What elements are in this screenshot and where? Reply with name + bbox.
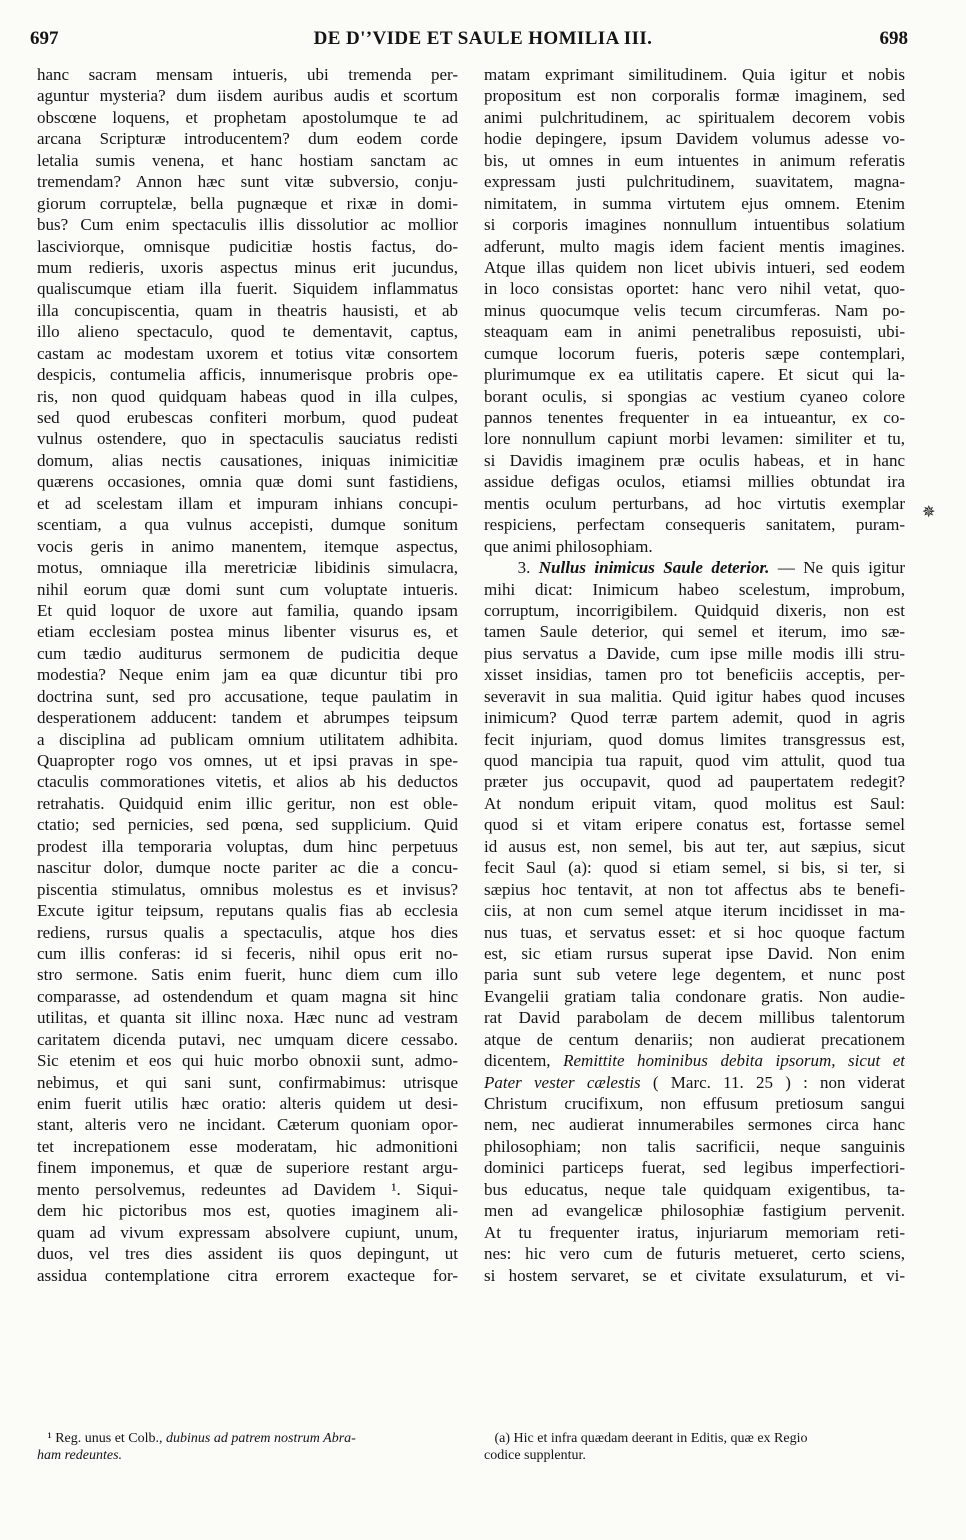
text-line: sæpius hoc tentavit, at non tot affectus abs te benefi- bbox=[484, 879, 905, 899]
text-line: mihi dicat: Inimicum habeo scelestum, improbum, bbox=[484, 579, 905, 599]
text-line: propositum est non corporalis formæ imaginem, sed bbox=[484, 86, 905, 106]
text-line: vocis geris in animo manentem, itemque aspectus, bbox=[37, 536, 458, 556]
text-line: inimicum? Quod terræ partem ademit, quod in agris bbox=[484, 708, 905, 728]
text-line: ctaculis commorationes vitetis, et alios ab his deductos bbox=[37, 772, 458, 792]
text-line: illa concupiscentia, quam in theatris hausisti, et ab bbox=[37, 300, 458, 320]
text-line: At tu frequenter iratus, injuriarum memoriam reti- bbox=[484, 1222, 905, 1242]
text-line: severavit in sua malitia. Quid igitur habes quod incuses bbox=[484, 686, 905, 706]
right-paragraph-3 bbox=[484, 1093, 905, 1286]
text-line-pater: Pater vester cælestis ( Marc. 11. 25 ) : non viderat bbox=[484, 1072, 905, 1092]
text-line: corruptum, incorrigibilem. Quidquid dixeris, non est bbox=[484, 600, 905, 620]
text-line: assidua contemplatione citra errorem exacteque for- bbox=[37, 1265, 458, 1285]
text-line: tet increpationem esse moderatam, hic admonitioni bbox=[37, 1136, 458, 1156]
text-line: rediens, rursus qualis a spectaculis, atque hos dies bbox=[37, 922, 458, 942]
text-line: men ad evangelicæ philosophiæ fastigium pervenit. bbox=[484, 1201, 905, 1221]
text-line: motus, omniaque illa meretriciæ libidinis simulacra, bbox=[37, 558, 458, 578]
text-line-dicentem: dicentem, Remittite hominibus debita ipsorum, sicut et bbox=[484, 1051, 905, 1071]
text-line: despicis, contumelia afficis, innumerisque probris ope- bbox=[37, 365, 458, 385]
text-line: quod si et vitam eripere conatus est, fortasse semel bbox=[484, 815, 905, 835]
text-line: aguntur mysteria? dum iisdem auribus audis et scortum bbox=[37, 86, 458, 106]
text-line: cum tædio auditurus sermonem de pudicitia deque bbox=[37, 643, 458, 663]
text-line: modestia? Neque enim jam ea quæ dicuntur tibi pro bbox=[37, 665, 458, 685]
text-line: in loco consistas oportet: hanc vero nihil vetat, quo- bbox=[484, 279, 905, 299]
text-line: si corporis imagines nonnullum intuentibus solatium bbox=[484, 215, 905, 235]
text-line: At nondum eripuit vitam, quod molitus est Saul: bbox=[484, 793, 905, 813]
text-line: doctrina sunt, sed pro accusatione, teque paulatim in bbox=[37, 686, 458, 706]
text-line: scentiam, a qua vulnus accepisti, dumque sonitum bbox=[37, 515, 458, 535]
right-paragraph-1 bbox=[484, 64, 905, 557]
text-line: atque de centum denariis; non audierat precationem bbox=[484, 1029, 905, 1049]
text-line: nebimus, et qui sani sunt, confirmabimus: utrisque bbox=[37, 1072, 458, 1092]
section-heading-line bbox=[484, 557, 905, 578]
text-line: pannos tenentes frequenter in ea intueantur, ex co- bbox=[484, 408, 905, 427]
text-line: Atque illas quidem non licet ubivis intueri, sed eodem bbox=[484, 257, 905, 277]
text-line: prodest illa temporaria voluptas, dum hinc perpetuus bbox=[37, 836, 458, 856]
text-line: finem imponemus, et quæ de superiore restant argu- bbox=[37, 1158, 458, 1178]
section-first-words: Ne quis igitur bbox=[803, 558, 905, 578]
text-line: Et quid loquor de uxore aut familia, quando ipsam bbox=[37, 600, 458, 620]
text-line: vulnus ostendere, quo in spectaculis sauciatus redisti bbox=[37, 429, 458, 449]
text-line: tamen Saule deterior, qui semel et iterum, imo sæ- bbox=[484, 622, 905, 642]
section-number: 3. bbox=[517, 558, 531, 578]
section-dash: — bbox=[777, 558, 795, 578]
text-line: animi pulchritudinem, ac spiritualem decorem vobis bbox=[484, 107, 905, 127]
text-line: que animi philosophiam. bbox=[484, 536, 653, 556]
text-line: comparasse, ad ostendendum et quam magna sit hinc bbox=[37, 986, 458, 1006]
text-line: assidue defigas oculos, etiamsi millies obtundat ira bbox=[484, 472, 905, 492]
text-line: minus quocumque velis tecum circumferas. Nam po- bbox=[484, 300, 905, 320]
text-line: id ausus est, non semel, bis aut ter, aut sæpius, sicut bbox=[484, 836, 905, 856]
text-line: philosophiam; non talis sacrificii, neque sanguinis bbox=[484, 1136, 905, 1156]
text-line: xisset insidias, tamen pro tot beneficiis acceptis, per- bbox=[484, 665, 905, 685]
text-line: ris, non quod quidquam habeas quod in illa culpes, bbox=[37, 386, 458, 406]
text-line: expressam justi pulchritudinem, suavitatem, magna- bbox=[484, 172, 905, 192]
text-line: mento persolvemus, redeuntes ad Davidem ¹. Siqui- bbox=[37, 1179, 458, 1199]
text-line: giorum corruptelæ, bella pugnæque et rixæ in domi- bbox=[37, 193, 458, 213]
text-line: mum redieris, uxoris aspectus minus erit jucundus, bbox=[37, 257, 458, 277]
text-line: ciis, at non cum semel atque iterum incidisset in ma- bbox=[484, 901, 905, 921]
footnote-left: ¹ Reg. unus et Colb., dubinus ad patrem nostrum Abra- ham redeuntes. bbox=[37, 1431, 356, 1463]
text-line: dominici particeps fuerat, sed legibus imperfectiori- bbox=[484, 1158, 905, 1178]
text-line: si hostem servaret, se et civitate exsulaturum, et vi- bbox=[484, 1265, 905, 1285]
text-line: respiciens, perfectam consequeris sanitatem, puram- bbox=[484, 515, 905, 535]
text-line: Sic etenim et eos qui huic morbo obnoxii sunt, admo- bbox=[37, 1051, 458, 1071]
text-line: utilitas, et quanta sit illinc noxa. Hæc nunc ad vestram bbox=[37, 1008, 458, 1028]
text-line: Evangelii gratiam talia condonare gratis. Non audie- bbox=[484, 986, 905, 1006]
text-line: quærens occasiones, omnia quæ domi sunt fastidiens, bbox=[37, 472, 458, 492]
text-line: nascitur dolor, dumque nocte pariter ac die a concu- bbox=[37, 858, 458, 878]
text-line: nes: hic vero cum de futuris metueret, certo sciens, bbox=[484, 1244, 905, 1264]
text-line: nimitatem, in summa virtutem ejus omnem. Etenim bbox=[484, 193, 905, 213]
margin-mark: ✵ bbox=[922, 504, 936, 521]
text-line: illo alieno spectaculo, quod te dementavit, captus, bbox=[37, 322, 458, 342]
section-heading: Nullus inimicus Saule deterior. bbox=[538, 558, 770, 578]
text-line: nem, nec audierat innumerabiles sermones circa hanc bbox=[484, 1115, 905, 1135]
text-line: matam exprimant similitudinem. Quia igitur et nobis bbox=[484, 65, 905, 84]
text-line: et ad scelestam illam et impuram inhians concupi- bbox=[37, 493, 458, 513]
text-line: tremendam? Annon hæc sunt vitæ subversio, conju- bbox=[37, 172, 458, 192]
text-line: stro sermone. Satis enim fuerit, hunc diem cum illo bbox=[37, 965, 458, 985]
text-line: a disciplina ad publicam omnium utilitatem adhibita. bbox=[37, 729, 458, 749]
text-line: præter jus occupavit, quod ad paupertatem redegit? bbox=[484, 772, 905, 792]
text-line: etiam ecclesiam postea minus libenter visurus es, et bbox=[37, 622, 458, 642]
text-line: piscentia stimulatus, omnibus molestus es et invisus? bbox=[37, 879, 458, 899]
right-column-text bbox=[484, 64, 905, 1286]
text-line: quod mancipia tua rapuit, quod vim attulit, quod tua bbox=[484, 751, 905, 770]
text-line: borant oculis, si spongias ac vestium cyaneo colore bbox=[484, 386, 905, 406]
text-line: lore nonnullum capiunt morbi levamen: similiter et tu, bbox=[484, 429, 905, 449]
text-line: fecit Saul (a): quod si etiam semel, si bis, si ter, si bbox=[484, 858, 905, 878]
text-line: bus? Cum enim spectaculis illis dissolutior ac mollior bbox=[37, 215, 458, 235]
text-line: castam ac modestam uxorem et totius vitæ consortem bbox=[37, 343, 458, 363]
text-line: obscœne loquens, et prophetam apostolumque te ad bbox=[37, 107, 458, 127]
running-title: DE D'’VIDE ET SAULE HOMILIA III. bbox=[313, 28, 653, 49]
text-line: arcana Scripturæ introducentem? dum eodem corde bbox=[37, 129, 458, 149]
text-line: ctatio; sed pernicies, sed pœna, sed supplicium. Quid bbox=[37, 815, 458, 835]
text-line: fecit injuriam, quod domus limites transgressus est, bbox=[484, 729, 905, 749]
text-line: plurimumque ex ea utilitatis capere. Et sicut qui la- bbox=[484, 365, 905, 385]
text-line: pius servatus a Davide, cum ipse mille modis illi stru- bbox=[484, 643, 905, 663]
right-paragraph-2 bbox=[484, 579, 905, 1051]
text-line: cumque locorum fueris, poteris sæpe contemplari, bbox=[484, 343, 905, 363]
text-line: lasciviorque, omnisque pudicitiæ hostis factus, do- bbox=[37, 236, 458, 256]
text-line: hodie depingere, ipsum Davidem volumus adesse vo- bbox=[484, 129, 905, 149]
text-line: quam ad vivum expressam absolvere cupiunt, unum, bbox=[37, 1222, 458, 1242]
text-line: Excute igitur teipsum, reputans qualis fias ab ecclesia bbox=[37, 901, 458, 921]
text-line: dem hic pictoribus mos est, quoties imaginem ali- bbox=[37, 1201, 458, 1221]
text-line: Quapropter rogo vos omnes, ut et ipsi pravas in spe- bbox=[37, 751, 458, 770]
text-line: est, sic etiam rursus superat ipse David. Non enim bbox=[484, 943, 905, 963]
text-line: adferunt, multo magis idem facient mentis imagines. bbox=[484, 236, 905, 256]
text-line: domum, alias nectis causationes, iniquas inimicitiæ bbox=[37, 450, 458, 470]
left-page-number: 697 bbox=[30, 28, 59, 49]
text-line: si Davidis imaginem præ oculis habeas, et in hanc bbox=[484, 450, 905, 470]
text-line: nus tuas, et servatus esset: et si hoc quoque factum bbox=[484, 922, 905, 942]
footnote-right: (a) Hic et infra quædam deerant in Editis, quæ ex Regio codice supplentur. bbox=[484, 1431, 808, 1463]
text-line: paria sunt sub vetere lege degentem, et nunc post bbox=[484, 965, 905, 985]
text-line: caritatem dicenda putavi, nec umquam dicere cessabo. bbox=[37, 1029, 458, 1049]
left-column-text bbox=[37, 64, 458, 1286]
running-header bbox=[0, 28, 966, 52]
text-line: duos, vel tres dies assident iis quos depingunt, ut bbox=[37, 1244, 458, 1264]
text-line: bus educatus, neque tale quidquam exigentibus, ta- bbox=[484, 1179, 905, 1199]
text-line: hanc sacram mensam intueris, ubi tremenda per- bbox=[37, 65, 458, 84]
text-line: bis, ut omnes in eum intuentes in animum referatis bbox=[484, 150, 905, 170]
text-line: sed quod erubescas confiteri morbum, quod pudeat bbox=[37, 408, 458, 427]
text-line: enim fuerit utilis hæc oratio: alteris quidem ut desi- bbox=[37, 1094, 458, 1113]
text-line: steaquam eam in animi penetralibus reposuisti, ubi- bbox=[484, 322, 905, 342]
text-line: qualiscumque etiam illa fuerit. Siquidem inflammatus bbox=[37, 279, 458, 299]
text-line: cum illis conferas: id si feceris, nihil opus erit no- bbox=[37, 943, 458, 963]
text-line: nihil eorum quæ domi sunt cum voluptate intueris. bbox=[37, 579, 458, 599]
text-line: Christum crucifixum, non effusum pretiosum sangui bbox=[484, 1094, 905, 1113]
text-line: rat David parabolam de decem millibus talentorum bbox=[484, 1008, 905, 1028]
text-line: desperationem adducent: tandem et abrumpes teipsum bbox=[37, 708, 458, 728]
text-line: mentis oculum perturbans, ad hoc virtutis exemplar bbox=[484, 493, 905, 513]
right-page-number: 698 bbox=[879, 28, 908, 49]
text-line: letalia sumis venena, et hanc hostiam sanctam ac bbox=[37, 150, 458, 170]
text-line: retrahatis. Quidquid enim illic geritur, non est oble- bbox=[37, 793, 458, 813]
text-line: stant, alteris vero ne incidant. Cæterum quoniam opor- bbox=[37, 1115, 458, 1135]
